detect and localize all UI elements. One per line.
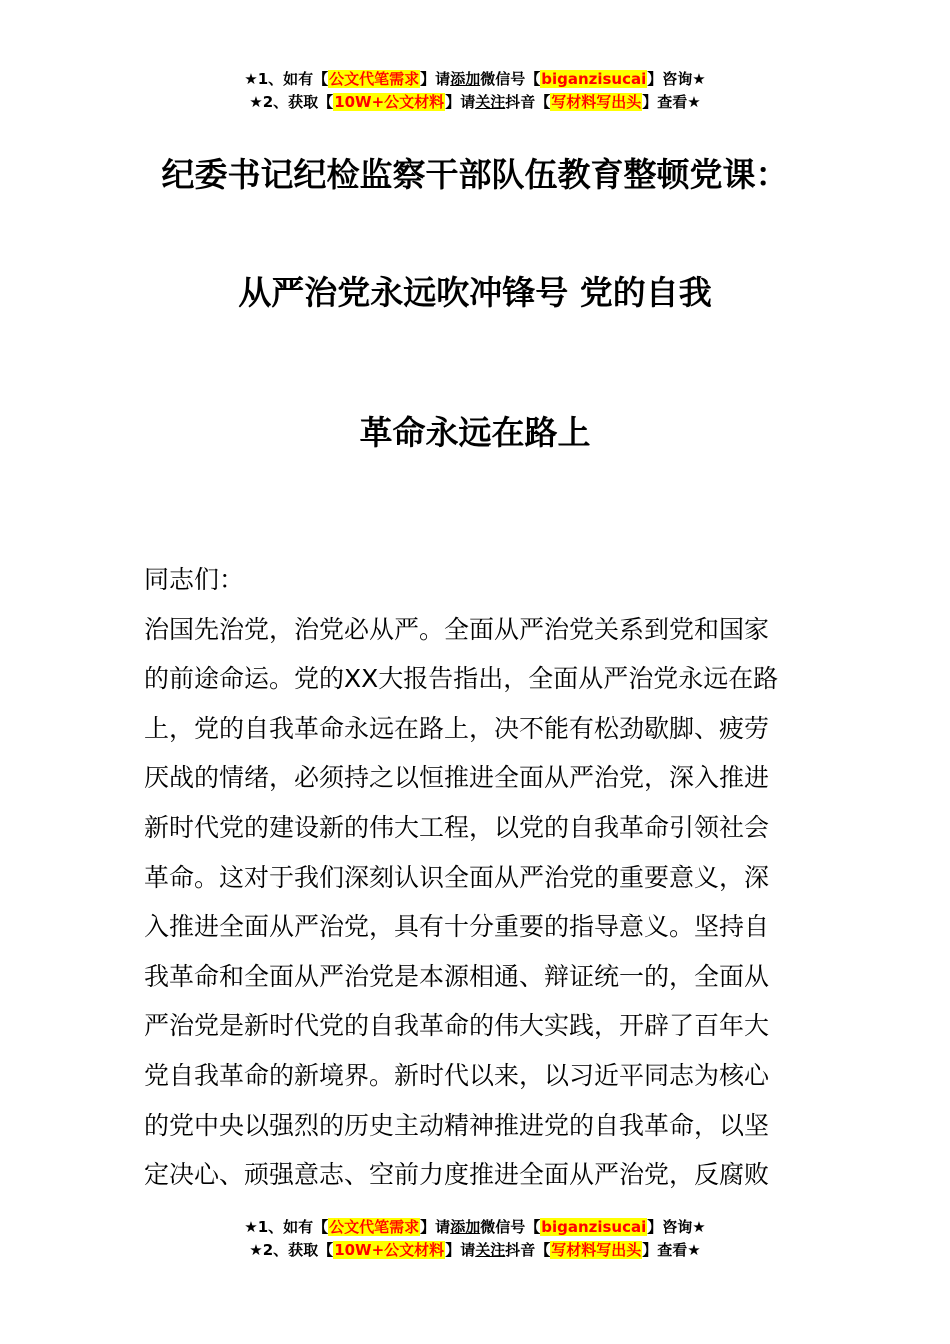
- header-banner: [0, 68, 950, 114]
- body-line: 的前途命运。党的XX大报告指出，全面从严治党永远在路: [144, 664, 779, 694]
- banner-text: 】咨询★: [647, 1218, 706, 1236]
- body-line: 党自我革命的新境界。新时代以来，以习近平同志为核心: [144, 1060, 770, 1090]
- banner-line-1: [0, 1216, 950, 1239]
- banner-line-2: [0, 91, 950, 114]
- banner-text: ★1、如有【: [244, 70, 329, 88]
- banner-text: ★2、获取【: [249, 1241, 334, 1259]
- banner-underline: 关注: [475, 1241, 506, 1259]
- banner-text: 】查看★: [642, 1241, 701, 1259]
- banner-highlight: 公文代笔需求: [329, 1218, 420, 1236]
- document-title-line-3: 革命永远在路上: [359, 413, 591, 452]
- body-line: 我革命和全面从严治党是本源相通、辩证统一的，全面从: [144, 961, 770, 991]
- body-line: 入推进全面从严治党，具有十分重要的指导意义。坚持自: [144, 912, 770, 942]
- banner-text: 抖音【: [505, 93, 551, 111]
- body-line: 革命。这对于我们深刻认识全面从严治党的重要意义，深: [144, 862, 770, 892]
- body-line: 上，党的自我革命永远在路上，决不能有松劲歇脚、疲劳: [144, 713, 770, 743]
- body-line: 新时代党的建设新的伟大工程，以党的自我革命引领社会: [144, 812, 770, 842]
- banner-highlight: biganzisucai: [541, 1218, 647, 1236]
- banner-underline: 添加: [450, 1218, 481, 1236]
- banner-text: 微信号【: [480, 70, 541, 88]
- body-line: 定决心、顽强意志、空前力度推进全面从严治党，反腐败: [144, 1160, 770, 1190]
- document-title-line-2: 从严治党永远吹冲锋号 党的自我: [238, 273, 712, 312]
- banner-highlight: 10W+公文材料: [334, 1241, 445, 1259]
- banner-text: 微信号【: [480, 1218, 541, 1236]
- banner-line-2: [0, 1239, 950, 1262]
- banner-text: 】请: [420, 1218, 451, 1236]
- salutation: 同志们：: [144, 565, 245, 594]
- banner-underline: 添加: [450, 70, 481, 88]
- banner-text: 】咨询★: [647, 70, 706, 88]
- banner-text: ★2、获取【: [249, 93, 334, 111]
- banner-highlight: biganzisucai: [541, 70, 647, 88]
- banner-highlight: 10W+公文材料: [334, 93, 445, 111]
- body-line: 严治党是新时代党的自我革命的伟大实践，开辟了百年大: [144, 1011, 770, 1041]
- body-line: 厌战的情绪，必须持之以恒推进全面从严治党，深入推进: [144, 763, 770, 793]
- body-line: 的党中央以强烈的历史主动精神推进党的自我革命，以坚: [144, 1110, 770, 1140]
- banner-text: ★1、如有【: [244, 1218, 329, 1236]
- banner-text: 】请: [445, 93, 476, 111]
- banner-text: 抖音【: [505, 1241, 551, 1259]
- banner-highlight: 公文代笔需求: [329, 70, 420, 88]
- banner-highlight: 写材料写出头: [551, 93, 642, 111]
- footer-banner: [0, 1216, 950, 1262]
- banner-underline: 关注: [475, 93, 506, 111]
- document-title-line-1: 纪委书记纪检监察干部队伍教育整顿党课：: [161, 155, 789, 194]
- banner-line-1: [0, 68, 950, 91]
- banner-text: 】请: [445, 1241, 476, 1259]
- banner-highlight: 写材料写出头: [551, 1241, 642, 1259]
- banner-text: 】查看★: [642, 93, 701, 111]
- body-line: 治国先治党，治党必从严。全面从严治党关系到党和国家: [144, 614, 770, 644]
- document-body: [144, 555, 808, 1200]
- banner-text: 】请: [420, 70, 451, 88]
